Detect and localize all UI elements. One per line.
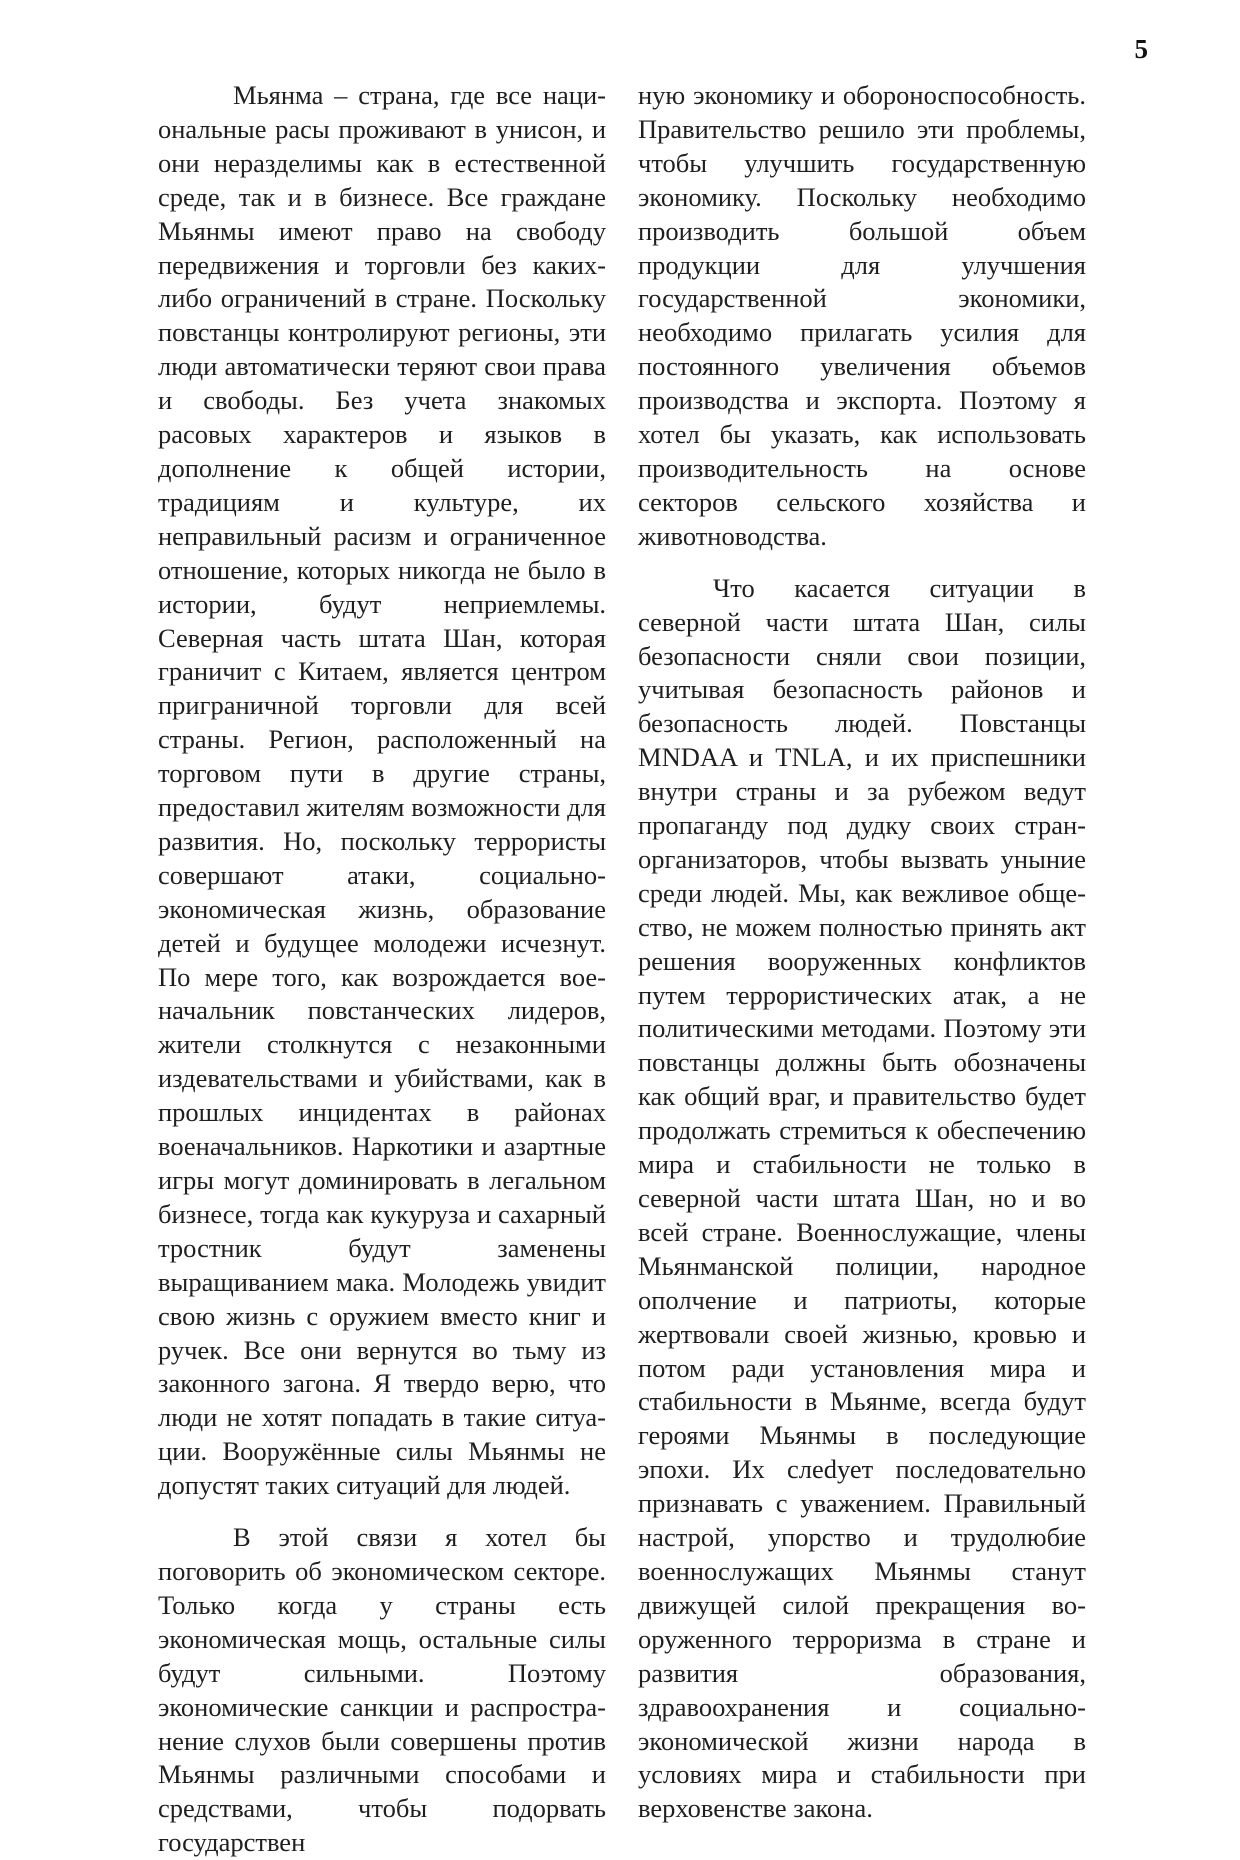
page-number: 5 — [1134, 34, 1148, 64]
paragraph-northern-shan-state: Что касается ситуации в северной части штата Шан, силы безопасности сняли свои позиции, учитывая безопасность районов и безопасность людей. Повстанцы MNDAA и TNLA, и их приспешники внутри страны и за рубежом ведут пропаганду под дудку своих стран-организаторов, чтобы вызвать уныние среди людей. Мы, как вежливое общество, не можем полностью принять акт решения вооруженных конфликтов путем террористических атак, а не политическими методами. Поэтому эти повстанцы должны быть обозначены как общий враг, и правительство будет продолжать стремиться к обеспечению мира и стабильности не только в северной части штата Шан, но и во всей стране. Военнослужащие, члены Мьянманской полиции, народное ополчение и патриоты, которые жертвовали своей жизнью, кровью и потом ради установления мира и стабильности в Мьянме, всегда будут героями Мьянмы в последующие эпохи. Их слеdует последовательно признавать с уважением. Правильный настрой, упорство и трудолюбие военнослужащих Мьянмы станут движущей силой прекращения вооруженного терроризма в стране и развития образования, здравоохранения и социально-экономической жизни народа в условиях мира и стабильности при верховенстве закона. — [638, 572, 1086, 1824]
right-column — [638, 79, 1086, 1826]
left-column — [158, 79, 606, 1860]
paragraph-myanmar-unity: Мьянма – страна, где все национальные расы проживают в унисон, и они неразделимы как в естественной среде, так и в бизнесе. Все граждане Мьянмы имеют право на свободу передвижения и торговли без каких-либо ограничений в стране. Поскольку повстанцы контролируют регионы, эти люди автоматически теряют свои права и свободы. Без учета знакомых расовых характеров и языков в дополнение к общей истории, традициям и культуре, их неправильный расизм и ограниченное отношение, которых никогда не было в истории, будут неприемлемы. Северная часть штата Шан, которая граничит с Китаем, является центром приграничной торговли для всей страны. Регион, расположенный на торговом пути в другие страны, предоставил жителям возможности для развития. Но, поскольку террористы совершают атаки, социально-экономическая жизнь, образование детей и будущее молодежи исчезнут. По мере того, как возрождается военачальник повстанческих лидеров, жители столкнутся с незаконными издевательствами и убийствами, как в прошлых инцидентах в районах военачальников. Наркотики и азартные игры могут доминировать в легальном бизнесе, тогда как кукуруза и сахарный тростник будут заменены выращиванием мака. Молодежь увидит свою жизнь с оружием вместо книг и ручек. Все они вернутся во тьму из законного загона. Я твердо верю, что люди не хотят попадать в такие ситуации. Вооружённые силы Мьянмы не допустят таких ситуаций для людей. — [158, 80, 606, 1501]
paragraph-economic-sector: В этой связи я хотел бы поговорить об экономическом секторе. Только когда у страны есть экономическая мощь, остальные силы будут сильными. Поэтому экономические санкции и распространение слухов были совершены против Мьянмы различными способами и средствами, чтобы подорвать государствен — [158, 1522, 606, 1858]
paragraph-economy-continued: ную экономику и обороноспособность. Правительство решило эти проблемы, чтобы улучшить государственную экономику. Поскольку необходимо производить большой объем продукции для улучшения государственной экономики, необходимо прилагать усилия для постоянного увеличения объемов производства и экспорта. Поэтому я хотел бы указать, как использовать производительность на основе секторов сельского хозяйства и животноводства. — [638, 80, 1086, 551]
